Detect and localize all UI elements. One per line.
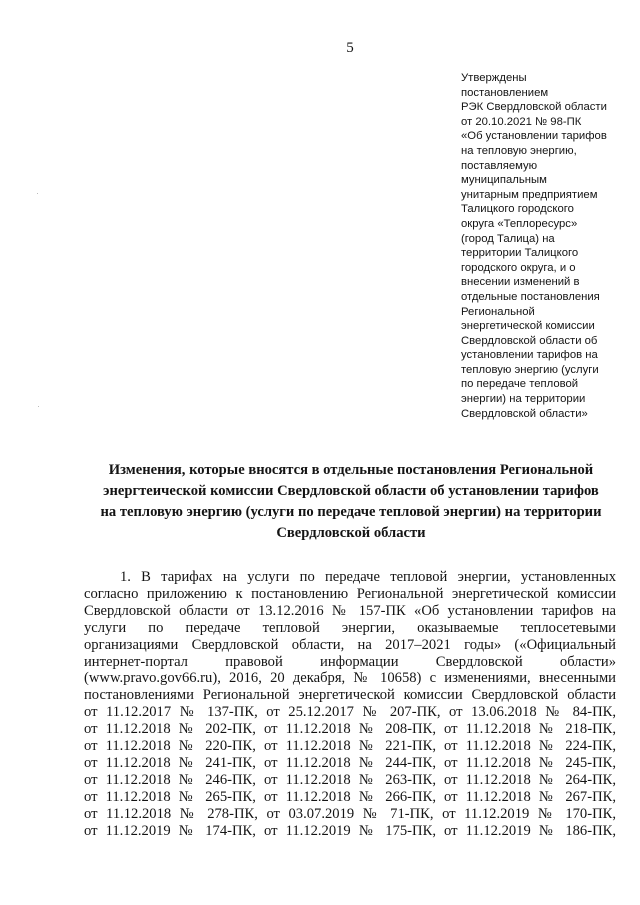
approval-line: по передаче тепловой [461,378,579,391]
approval-line: поставляемую [461,159,538,172]
approval-line: на тепловую энергию, [461,144,577,157]
approval-line: городского округа, и о [461,261,576,274]
page-number: 5 [346,40,354,56]
body-line: от 11.12.2017 № 137-ПК, от 25.12.2017 № 207-ПК, от 13.06.2018 № 84-ПК, [84,704,616,721]
approval-line: (город Талица) на [461,232,555,245]
body-line: от 11.12.2018 № 202-ПК, от 11.12.2018 № 208-ПК, от 11.12.2018 № 218-ПК, [84,721,616,738]
approval-line: энергии) на территории [461,393,586,406]
body-paragraph [84,569,616,840]
scan-speck [38,406,39,407]
approval-line: Свердловской области об [461,334,598,347]
heading-line: энергтеической комиссии Свердловской области об установлении тарифов [103,483,599,499]
approval-line: округа «Теплоресурс» [461,217,578,230]
approval-block [461,71,631,421]
approval-line: постановлением [461,86,549,99]
approval-line: установлении тарифов на [461,349,598,362]
body-line: от 11.12.2018 № 220-ПК, от 11.12.2018 № 221-ПК, от 11.12.2018 № 224-ПК, [84,738,616,755]
approval-line: унитарным предприятием [461,188,598,201]
approval-line: РЭК Свердловской области [461,101,607,114]
body-line: постановлениями Региональной энергетической комиссии Свердловской области [84,687,616,704]
approval-line: Утверждены [461,72,527,84]
scan-speck [37,193,38,194]
body-line: от 11.12.2019 № 174-ПК, от 11.12.2019 № 175-ПК, от 11.12.2019 № 186-ПК, [84,822,616,839]
body-line: организациями Свердловской области, на 2017–2021 годы» («Официальный [84,636,616,653]
document-heading [70,460,632,544]
approval-line: Региональной [461,305,535,318]
heading-line: на тепловую энергию (услуги по передаче тепловой энергии) на территории [100,504,602,520]
approval-line: Талицкого городского [461,203,574,216]
body-line: согласно приложению к постановлению Региональной энергетической комиссии [84,585,616,602]
approval-line: территории Талицкого [461,247,579,260]
approval-line: «Об установлении тарифов [461,130,607,143]
body-line: от 11.12.2018 № 265-ПК, от 11.12.2018 № 266-ПК, от 11.12.2018 № 267-ПК, [84,788,616,805]
body-line: от 11.12.2018 № 246-ПК, от 11.12.2018 № 263-ПК, от 11.12.2018 № 264-ПК, [84,771,616,788]
approval-line: Свердловской области» [461,407,588,420]
approval-line: тепловую энергию (услуги [461,363,599,376]
approval-line: отдельные постановления [461,290,600,303]
approval-line: муниципальным [461,174,547,187]
approval-line: внесении изменений в [461,276,580,289]
body-line: (www.pravo.gov66.ru), 2016, 20 декабря, № 10658) с изменениями, внесенными [84,670,616,687]
body-line: услуги по передаче тепловой энергии, оказываемые теплосетевыми [84,619,616,636]
approval-line: энергетической комиссии [461,320,595,333]
heading-line: Изменения, которые вносятся в отдельные постановления Региональной [108,462,594,478]
body-line: от 11.12.2018 № 241-ПК, от 11.12.2018 № 244-ПК, от 11.12.2018 № 245-ПК, [84,754,616,771]
body-line: Свердловской области от 13.12.2016 № 157-ПК «Об установлении тарифов на [84,602,616,619]
body-line: интернет-портал правовой информации Свердловской области» [84,653,616,670]
body-line: от 11.12.2018 № 278-ПК, от 03.07.2019 № 71-ПК, от 11.12.2019 № 170-ПК, [84,805,616,822]
heading-line: Свердловской области [276,525,426,541]
approval-line: от 20.10.2021 № 98-ПК [461,115,582,128]
body-line: 1. В тарифах на услуги по передаче тепловой энергии, установленных [120,569,616,585]
